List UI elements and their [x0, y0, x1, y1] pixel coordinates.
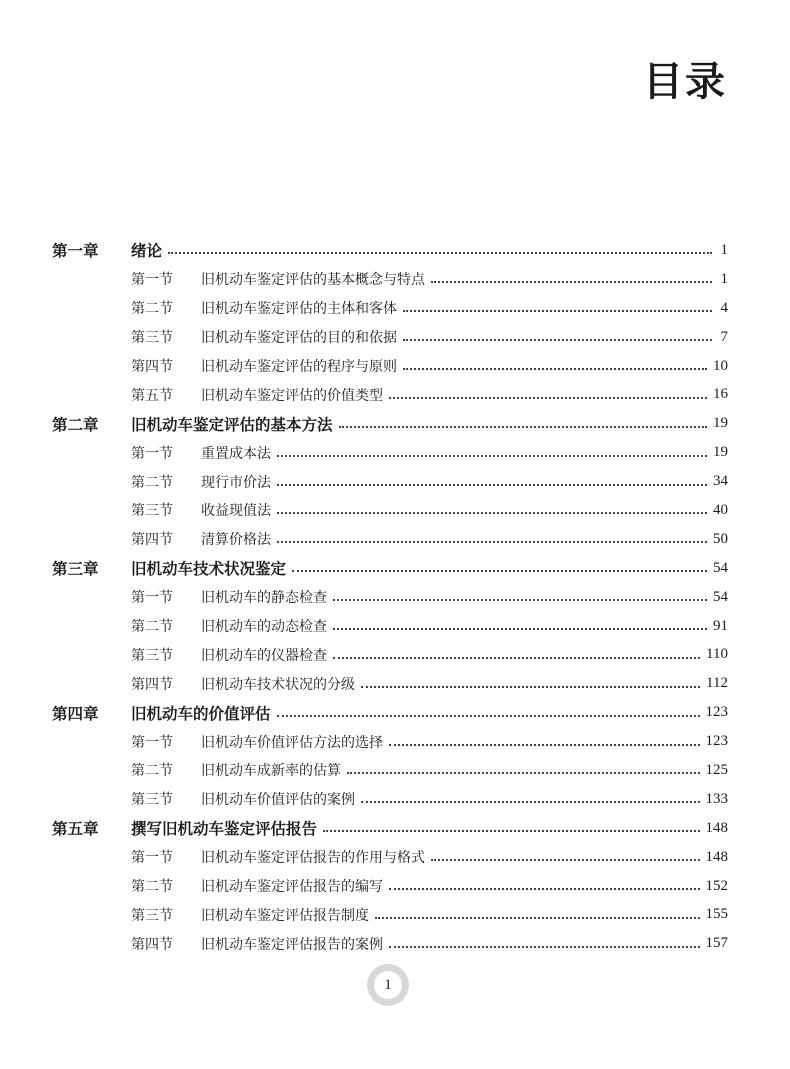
toc-chapter[interactable] — [52, 698, 728, 727]
toc-section-title: 重置成本法 — [201, 445, 271, 462]
dot-leader — [323, 830, 699, 832]
toc-section-title: 收益现值法 — [201, 503, 271, 520]
toc-chapter-label: 第四章 — [52, 704, 99, 723]
toc-section-label: 第一节 — [131, 272, 173, 289]
toc-section-label: 第二节 — [131, 301, 173, 318]
page-number-badge — [367, 964, 409, 1006]
toc-section-label: 第三节 — [131, 647, 173, 664]
toc-section-label: 第四节 — [131, 936, 173, 953]
dot-leader — [277, 455, 707, 457]
toc-section[interactable] — [52, 727, 728, 756]
dot-leader — [168, 252, 712, 254]
toc-section[interactable] — [52, 380, 728, 409]
toc-section-page: 7 — [720, 328, 728, 345]
toc-section-label: 第一节 — [131, 850, 173, 867]
toc-chapter[interactable] — [52, 814, 728, 843]
toc-chapter-page: 54 — [713, 559, 728, 576]
toc-section-page: 110 — [706, 646, 728, 663]
toc-section-label: 第二节 — [131, 763, 173, 780]
toc-section[interactable] — [52, 900, 728, 929]
toc-section-label: 第二节 — [131, 879, 173, 896]
dot-leader — [389, 744, 700, 746]
toc-chapter-title: 绪论 — [131, 242, 163, 261]
dot-leader — [431, 859, 700, 861]
toc-chapter[interactable] — [52, 409, 728, 438]
toc-section-page: 34 — [713, 473, 728, 490]
toc-section-title: 旧机动车价值评估方法的选择 — [201, 734, 383, 751]
toc-chapter-page: 123 — [705, 704, 728, 721]
toc-section[interactable] — [52, 612, 728, 641]
toc-chapter-title: 撰写旧机动车鉴定评估报告 — [131, 820, 318, 839]
toc-section-label: 第二节 — [131, 474, 173, 491]
toc-section-title: 旧机动车鉴定评估报告制度 — [201, 907, 369, 924]
toc-section[interactable] — [52, 294, 728, 323]
dot-leader — [277, 512, 707, 514]
toc-section-title: 清算价格法 — [201, 532, 271, 549]
toc-section-page: 112 — [706, 675, 728, 692]
dot-leader — [375, 917, 700, 919]
toc-section-title: 现行市价法 — [201, 474, 271, 491]
toc-section-label: 第二节 — [131, 619, 173, 636]
toc-section-title: 旧机动车价值评估的案例 — [201, 792, 355, 809]
dot-leader — [389, 946, 700, 948]
toc-chapter-page: 148 — [705, 819, 728, 836]
toc-section-label: 第四节 — [131, 359, 173, 375]
dot-leader — [339, 426, 707, 428]
toc-section-title: 旧机动车鉴定评估的主体和客体 — [201, 301, 397, 318]
dot-leader — [403, 339, 712, 341]
toc-section-title: 旧机动车成新率的估算 — [201, 763, 341, 780]
toc-section[interactable] — [52, 352, 728, 381]
dot-leader — [389, 888, 700, 890]
toc-section[interactable] — [52, 496, 728, 525]
toc-section[interactable] — [52, 467, 728, 496]
toc-section[interactable] — [52, 640, 728, 669]
toc-section-page: 157 — [705, 935, 728, 952]
toc-chapter-page: 19 — [713, 415, 728, 432]
toc-section-title: 旧机动车鉴定评估的目的和依据 — [201, 330, 397, 347]
toc-section-label: 第一节 — [131, 734, 173, 751]
toc-section[interactable] — [52, 323, 728, 352]
toc-section[interactable] — [52, 669, 728, 698]
toc-section-page: 40 — [713, 501, 728, 518]
toc-chapter-label: 第一章 — [52, 242, 99, 261]
toc-section-page: 133 — [705, 790, 728, 807]
toc-section[interactable] — [52, 785, 728, 814]
toc-section-page: 123 — [705, 733, 728, 750]
dot-leader — [277, 484, 707, 486]
toc-section-label: 第五节 — [131, 387, 173, 404]
toc-section-page: 50 — [713, 530, 728, 547]
toc-section-page: 152 — [705, 877, 728, 894]
toc-section[interactable] — [52, 843, 728, 872]
dot-leader — [277, 541, 707, 543]
toc-section-label: 第三节 — [131, 792, 173, 809]
dot-leader — [403, 368, 707, 370]
dot-leader — [277, 715, 700, 717]
toc-section-page: 16 — [713, 386, 728, 403]
dot-leader — [431, 281, 712, 283]
toc-section[interactable] — [52, 929, 728, 958]
toc-chapter-title: 旧机动车鉴定评估的基本方法 — [131, 415, 333, 434]
dot-leader — [333, 599, 707, 601]
toc-section[interactable] — [52, 525, 728, 554]
toc-chapter[interactable] — [52, 236, 728, 265]
dot-leader — [292, 570, 707, 572]
toc-section-title: 旧机动车鉴定评估的程序与原则 — [201, 359, 397, 375]
toc-section-title: 旧机动车的仪器检查 — [201, 647, 327, 664]
toc-section-label: 第一节 — [131, 445, 173, 462]
toc-section-title: 旧机动车的动态检查 — [201, 619, 327, 636]
page-title: 目录 — [643, 59, 727, 105]
dot-leader — [333, 628, 707, 630]
toc-section-page: 10 — [713, 357, 728, 374]
dot-leader — [347, 772, 700, 774]
toc-section-label: 第三节 — [131, 330, 173, 347]
table-of-contents — [52, 236, 728, 958]
dot-leader — [403, 310, 712, 312]
toc-chapter-page: 1 — [720, 241, 728, 258]
toc-section-page: 19 — [713, 444, 728, 461]
toc-section-title: 旧机动车技术状况的分级 — [201, 676, 355, 693]
toc-section-label: 第三节 — [131, 907, 173, 924]
toc-section[interactable] — [52, 438, 728, 467]
toc-section-title: 旧机动车鉴定评估报告的编写 — [201, 879, 383, 896]
toc-section-page: 91 — [713, 617, 728, 634]
toc-section-page: 125 — [705, 761, 728, 778]
dot-leader — [361, 801, 700, 803]
toc-chapter-label: 第二章 — [52, 415, 99, 434]
toc-chapter-label: 第五章 — [52, 820, 99, 839]
toc-section-title: 旧机动车的静态检查 — [201, 590, 327, 607]
toc-section[interactable] — [52, 756, 728, 785]
dot-leader — [333, 657, 700, 659]
toc-section-title: 旧机动车鉴定评估报告的案例 — [201, 936, 383, 953]
dot-leader — [389, 397, 707, 399]
toc-section[interactable] — [52, 872, 728, 901]
toc-section[interactable] — [52, 583, 728, 612]
toc-section-title: 旧机动车鉴定评估的价值类型 — [201, 387, 383, 404]
toc-section-page: 148 — [705, 848, 728, 865]
toc-section-page: 1 — [720, 270, 728, 287]
toc-chapter-title: 旧机动车技术状况鉴定 — [131, 560, 287, 579]
toc-section-label: 第四节 — [131, 676, 173, 693]
toc-section-page: 4 — [720, 299, 728, 316]
toc-section[interactable] — [52, 265, 728, 294]
toc-section-page: 54 — [713, 588, 728, 605]
toc-section-label: 第一节 — [131, 590, 173, 607]
toc-section-label: 第四节 — [131, 532, 173, 549]
toc-section-label: 第三节 — [131, 503, 173, 520]
toc-section-page: 155 — [705, 906, 728, 923]
toc-section-title: 旧机动车鉴定评估报告的作用与格式 — [201, 850, 425, 867]
dot-leader — [361, 686, 700, 688]
toc-section-title: 旧机动车鉴定评估的基本概念与特点 — [201, 272, 425, 289]
toc-chapter[interactable] — [52, 554, 728, 583]
toc-chapter-title: 旧机动车的价值评估 — [131, 704, 271, 723]
toc-chapter-label: 第三章 — [52, 560, 99, 579]
page-number: 1 — [374, 971, 402, 999]
